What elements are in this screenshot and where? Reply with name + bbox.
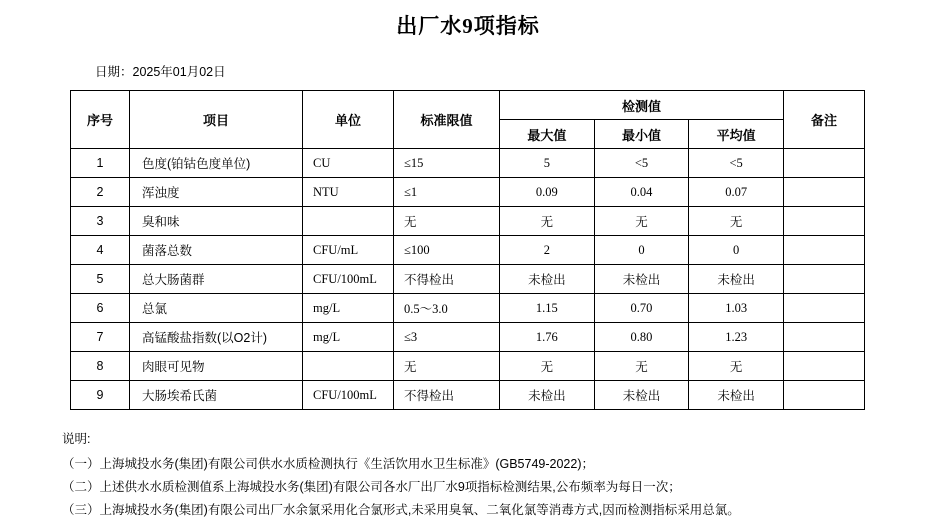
cell-avg: <5 — [689, 149, 784, 178]
cell-min: 0.80 — [594, 323, 689, 352]
cell-item: 色度(铂钴色度单位) — [130, 149, 303, 178]
cell-avg: 无 — [689, 207, 784, 236]
cell-max: 无 — [500, 352, 595, 381]
cell-avg: 1.23 — [689, 323, 784, 352]
cell-note — [784, 236, 865, 265]
cell-index: 1 — [71, 149, 130, 178]
cell-item: 大肠埃希氏菌 — [130, 381, 303, 410]
table-row — [71, 381, 865, 410]
header-index: 序号 — [71, 91, 130, 149]
page-title: 出厂水9项指标 — [396, 14, 540, 38]
cell-note — [784, 294, 865, 323]
cell-index: 4 — [71, 236, 130, 265]
table-row — [71, 207, 865, 236]
cell-unit — [303, 207, 394, 236]
cell-min: 未检出 — [594, 381, 689, 410]
cell-item: 总氯 — [130, 294, 303, 323]
cell-index: 5 — [71, 265, 130, 294]
table-row — [71, 352, 865, 381]
cell-index: 9 — [71, 381, 130, 410]
header-note: 备注 — [784, 91, 865, 149]
cell-max: 未检出 — [500, 381, 595, 410]
notes-title: 说明: — [62, 432, 91, 446]
cell-limit: ≤15 — [394, 149, 500, 178]
cell-item: 总大肠菌群 — [130, 265, 303, 294]
header-max: 最大值 — [500, 120, 595, 149]
cell-limit: 不得检出 — [394, 265, 500, 294]
cell-index: 8 — [71, 352, 130, 381]
cell-limit: ≤100 — [394, 236, 500, 265]
note-line-3: （三）上海城投水务(集团)有限公司出厂水余氯采用化合氯形式,未采用臭氧、二氧化氯等消毒方式,因而检测指标采用总氯。 — [62, 503, 740, 518]
cell-avg: 未检出 — [689, 265, 784, 294]
cell-note — [784, 149, 865, 178]
cell-avg: 0 — [689, 236, 784, 265]
cell-unit — [303, 352, 394, 381]
cell-index: 6 — [71, 294, 130, 323]
table-row — [71, 149, 865, 178]
cell-limit: 无 — [394, 207, 500, 236]
cell-limit: ≤1 — [394, 178, 500, 207]
cell-unit: NTU — [303, 178, 394, 207]
indicator-table — [70, 90, 865, 410]
header-min: 最小值 — [594, 120, 689, 149]
cell-avg: 无 — [689, 352, 784, 381]
cell-min: 未检出 — [594, 265, 689, 294]
document-page — [0, 10, 936, 518]
table-body — [71, 149, 865, 410]
cell-note — [784, 265, 865, 294]
cell-note — [784, 207, 865, 236]
cell-avg: 未检出 — [689, 381, 784, 410]
report-date: 日期：2025年01月02日 — [95, 65, 226, 79]
cell-max: 0.09 — [500, 178, 595, 207]
cell-max: 1.15 — [500, 294, 595, 323]
cell-unit: mg/L — [303, 323, 394, 352]
cell-index: 7 — [71, 323, 130, 352]
header-unit: 单位 — [303, 91, 394, 149]
header-detect-group: 检测值 — [500, 91, 784, 120]
cell-unit: CFU/100mL — [303, 265, 394, 294]
header-limit: 标准限值 — [394, 91, 500, 149]
cell-min: 无 — [594, 352, 689, 381]
header-avg: 平均值 — [689, 120, 784, 149]
cell-max: 无 — [500, 207, 595, 236]
cell-unit: mg/L — [303, 294, 394, 323]
cell-avg: 1.03 — [689, 294, 784, 323]
cell-unit: CFU/100mL — [303, 381, 394, 410]
table-header — [71, 91, 865, 149]
header-item: 项目 — [130, 91, 303, 149]
note-line-1: （一）上海城投水务(集团)有限公司供水水质检测执行《生活饮用水卫生标准》(GB5749-2022)； — [62, 457, 594, 472]
indicator-table-wrapper — [70, 90, 865, 410]
cell-limit: 无 — [394, 352, 500, 381]
cell-limit: 0.5～3.0 — [394, 294, 500, 323]
cell-min: <5 — [594, 149, 689, 178]
cell-max: 2 — [500, 236, 595, 265]
table-row — [71, 323, 865, 352]
cell-unit: CU — [303, 149, 394, 178]
cell-max: 1.76 — [500, 323, 595, 352]
table-header-row-1 — [71, 91, 865, 120]
note-line-2: （二）上述供水水质检测值系上海城投水务(集团)有限公司各水厂出厂水9项指标检测结果,公布频率为每日一次； — [62, 480, 681, 495]
cell-note — [784, 381, 865, 410]
cell-unit: CFU/mL — [303, 236, 394, 265]
cell-min: 无 — [594, 207, 689, 236]
cell-item: 浑浊度 — [130, 178, 303, 207]
cell-limit: ≤3 — [394, 323, 500, 352]
cell-note — [784, 323, 865, 352]
table-row — [71, 265, 865, 294]
cell-max: 未检出 — [500, 265, 595, 294]
cell-note — [784, 352, 865, 381]
cell-avg: 0.07 — [689, 178, 784, 207]
cell-min: 0.70 — [594, 294, 689, 323]
cell-index: 2 — [71, 178, 130, 207]
table-row — [71, 236, 865, 265]
cell-index: 3 — [71, 207, 130, 236]
cell-item: 臭和味 — [130, 207, 303, 236]
table-row — [71, 294, 865, 323]
cell-limit: 不得检出 — [394, 381, 500, 410]
cell-item: 菌落总数 — [130, 236, 303, 265]
cell-note — [784, 178, 865, 207]
table-row — [71, 178, 865, 207]
notes-section — [62, 428, 936, 523]
cell-max: 5 — [500, 149, 595, 178]
cell-item: 肉眼可见物 — [130, 352, 303, 381]
cell-min: 0 — [594, 236, 689, 265]
cell-item: 高锰酸盐指数(以O2计) — [130, 323, 303, 352]
cell-min: 0.04 — [594, 178, 689, 207]
